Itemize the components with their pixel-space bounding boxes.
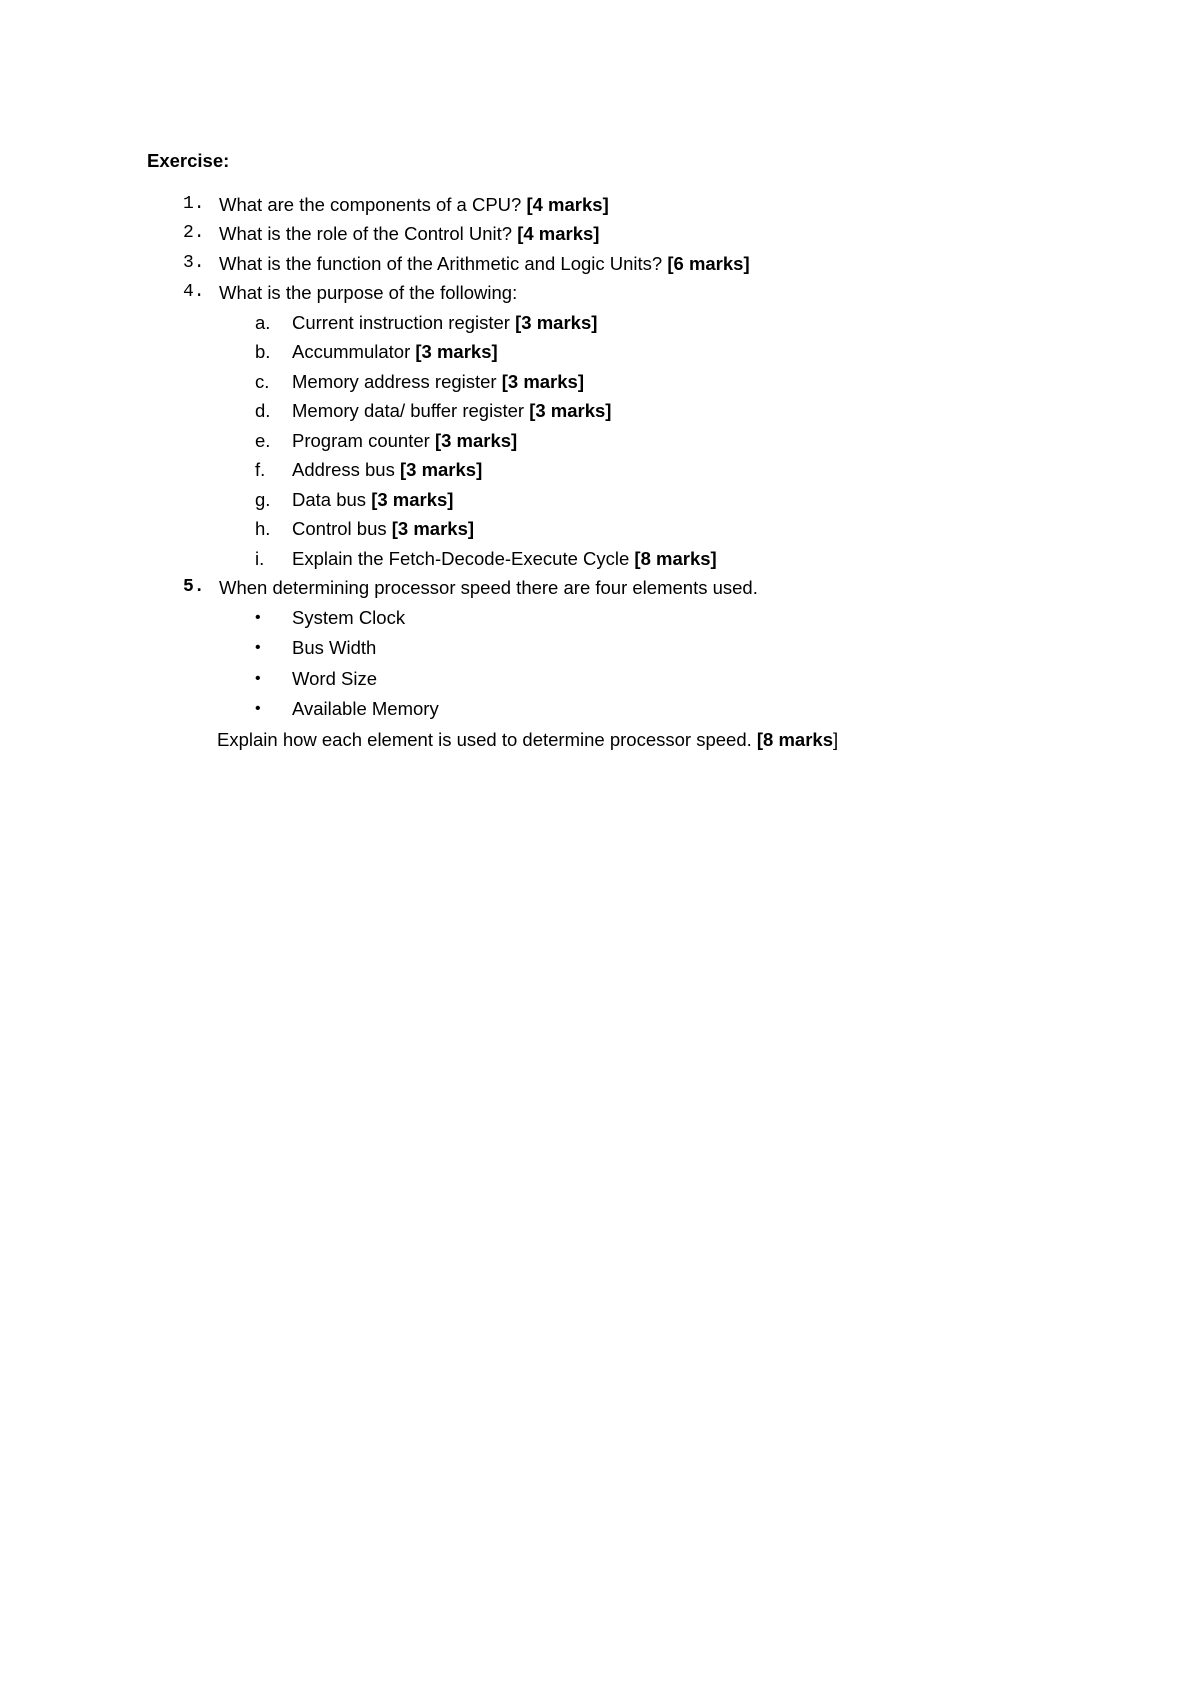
bullet-icon: • bbox=[255, 669, 261, 687]
question-number: 3. bbox=[183, 252, 205, 273]
sub-item-text: Program counter bbox=[292, 429, 435, 451]
sub-item-text: Accummulator bbox=[292, 341, 416, 362]
sub-item-letter: c. bbox=[255, 370, 270, 392]
bullet-text: Available Memory bbox=[292, 698, 439, 719]
question-number: 1. bbox=[183, 193, 205, 214]
bullet-item-system-clock bbox=[147, 603, 1047, 634]
sub-item-text: Current instruction register bbox=[292, 311, 516, 333]
sub-item-text: Address bus bbox=[292, 459, 400, 480]
sub-item-letter: h. bbox=[255, 518, 271, 539]
question-4 bbox=[147, 278, 1047, 308]
sub-item-a bbox=[147, 308, 1047, 338]
question-marks: [4 marks] bbox=[526, 193, 609, 215]
sub-item-i bbox=[147, 544, 1047, 574]
explain-marks: [8 marks bbox=[756, 728, 833, 750]
bullet-icon: • bbox=[255, 608, 261, 626]
sub-item-c bbox=[147, 367, 1047, 397]
sub-item-marks: [3 marks] bbox=[371, 488, 454, 510]
sub-item-marks: [3 marks] bbox=[529, 400, 612, 421]
sub-item-f bbox=[147, 455, 1047, 485]
question-2 bbox=[147, 219, 1047, 249]
sub-item-text: Data bus bbox=[292, 488, 372, 510]
sub-item-b bbox=[147, 337, 1047, 367]
sub-item-marks: [3 marks] bbox=[391, 518, 475, 539]
sub-item-marks: [3 marks] bbox=[515, 311, 598, 333]
bullet-text: Word Size bbox=[292, 667, 377, 689]
sub-item-marks: [8 marks] bbox=[634, 547, 717, 569]
explain-marks-close: ] bbox=[833, 728, 839, 750]
sub-item-marks: [3 marks] bbox=[415, 341, 498, 362]
explain-instruction bbox=[147, 725, 1047, 755]
bullet-item-word-size bbox=[147, 664, 1047, 695]
question-text: What is the function of the Arithmetic and Logic Units? bbox=[219, 252, 668, 274]
sub-item-text: Explain the Fetch-Decode-Execute Cycle bbox=[292, 547, 635, 569]
bullet-icon: • bbox=[255, 700, 261, 717]
bullet-text: System Clock bbox=[292, 606, 406, 628]
sub-item-d bbox=[147, 396, 1047, 426]
question-text: What is the role of the Control Unit? bbox=[219, 223, 518, 244]
question-number: 4. bbox=[183, 282, 205, 302]
sub-item-letter: f. bbox=[255, 459, 266, 480]
bullet-item-bus-width bbox=[147, 633, 1047, 664]
question-marks: [4 marks] bbox=[517, 223, 600, 244]
bullet-text: Bus Width bbox=[292, 637, 377, 658]
sub-item-letter: g. bbox=[255, 488, 271, 510]
sub-item-letter: d. bbox=[255, 400, 271, 421]
sub-item-marks: [3 marks] bbox=[501, 370, 584, 392]
sub-item-text: Memory address register bbox=[292, 370, 502, 392]
question-1 bbox=[147, 190, 1047, 220]
question-text: What is the purpose of the following: bbox=[219, 282, 518, 303]
sub-item-letter: i. bbox=[255, 547, 265, 569]
explain-text: Explain how each element is used to determine processor speed. bbox=[217, 728, 757, 750]
sub-item-text: Memory data/ buffer register bbox=[292, 400, 530, 421]
sub-item-letter: b. bbox=[255, 341, 271, 362]
sub-item-h bbox=[147, 514, 1047, 544]
sub-item-letter: a. bbox=[255, 311, 271, 333]
question-marks: [6 marks] bbox=[667, 252, 750, 274]
question-3 bbox=[147, 249, 1047, 279]
bullet-icon: • bbox=[255, 639, 261, 656]
question-text: What are the components of a CPU? bbox=[219, 193, 527, 215]
exercise-content bbox=[147, 146, 1047, 754]
sub-item-e bbox=[147, 426, 1047, 456]
exercise-title: Exercise: bbox=[147, 150, 230, 171]
sub-item-text: Control bus bbox=[292, 518, 392, 539]
sub-item-marks: [3 marks] bbox=[434, 429, 518, 451]
sub-item-marks: [3 marks] bbox=[399, 459, 483, 480]
question-text: When determining processor speed there are four elements used. bbox=[219, 577, 758, 598]
bullet-item-available-memory bbox=[147, 694, 1047, 725]
sub-item-letter: e. bbox=[255, 429, 271, 451]
question-5 bbox=[147, 573, 1047, 603]
question-number: 2. bbox=[183, 223, 205, 243]
sub-item-g bbox=[147, 485, 1047, 515]
question-number: 5. bbox=[183, 577, 205, 597]
